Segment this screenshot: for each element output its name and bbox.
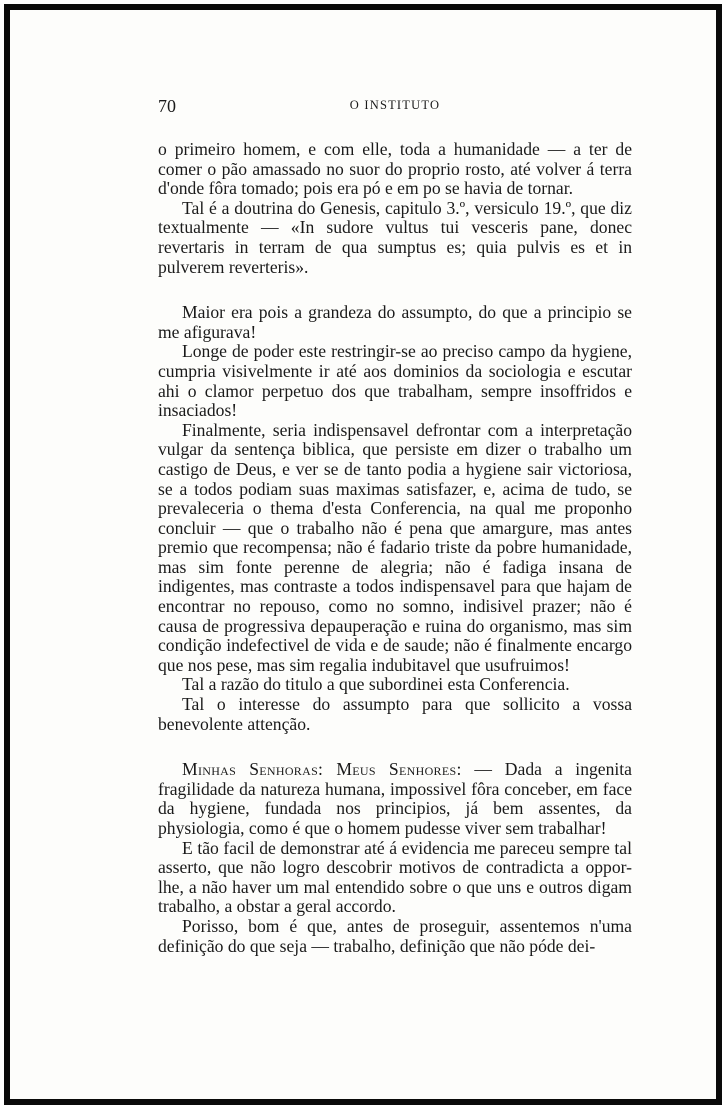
page-number: 70 <box>158 96 176 116</box>
paragraph: Tal a razão do titulo a que subordinei esta Conferencia. <box>182 674 570 695</box>
book-page <box>158 96 632 956</box>
paragraph: Tal é a doutrina do Genesis, capitulo 3.º, versiculo 19.º, que diz textualmente — «In sudore vultus tui vesceris pane, donec revertaris in terram de qua sumptus es; quia pulvis es et in pulverem reverteris». <box>158 197 632 277</box>
paragraph: E tão facil de demonstrar até á evidencia me pareceu sempre tal asserto, que não logro descobrir motivos de contradicta a oppor-lhe, a não haver um mal entendido sobre o que uns e outros digam trabalho, a obstar a geral accordo. <box>158 837 632 917</box>
salutation: Minhas Senhoras: Meus Senhores: <box>182 759 462 780</box>
paragraph <box>158 760 632 838</box>
page-frame <box>4 4 722 1105</box>
page-header <box>158 96 632 122</box>
running-title: O INSTITUTO <box>349 98 441 112</box>
paragraph: Tal o interesse do assumpto para que sollicito a vossa benevolente attenção. <box>158 694 632 734</box>
paragraph: Porisso, bom é que, antes de proseguir, assentemos n'uma definição do que seja — trabalho, definição que não póde dei- <box>158 915 632 956</box>
paragraph: o primeiro homem, e com elle, toda a humanidade — a ter de comer o pão amassado no suor do proprio rosto, até volver á terra d'onde fôra tomado; pois era pó e em po se havia de tornar. <box>158 139 632 199</box>
body-text <box>158 140 632 956</box>
paragraph: Finalmente, seria indispensavel defrontar com a interpretação vulgar da sentença biblica, que persiste em dizer o trabalho um castigo de Deus, e ver se de tanto podia a hygiene sair victoriosa, se a todos podiam suas maximas satisfazer, e, acima de tudo, se prevaleceria o thema d'esta Conferencia, na qual me proponho concluir — que o trabalho não é pena que amargure, mas antes premio que recompensa; não é fadario triste da pobre humanidade, mas sim fonte perenne de alegria; não é fadiga insana de indigentes, mas contraste a todos indispensavel para que hajam de encontrar no repouso, como no somno, indisivel prazer; não é causa de progressiva depauperação e ruina do organismo, mas sim condição indefectivel de vida e de saude; não é finalmente encargo que nos pese, mas sim regalia indubitavel que usufruimos! <box>158 419 632 675</box>
paragraph-text: — Dada a ingenita fragilidade da natureza humana, impossivel fôra conceber, em face da hygiene, fundada nos principios, já bem assentes, da physiologia, como é que o homem pudesse viver sem trabalhar! <box>158 759 632 838</box>
paragraph: Maior era pois a grandeza do assumpto, do que a principio se me afigurava! <box>158 302 632 342</box>
paragraph: Longe de poder este restringir-se ao preciso campo da hygiene, cumpria visivelmente ir até aos dominios da sociologia e escutar ahi o clamor perpetuo dos que trabalham, sempre insoffridos e insaciados! <box>158 341 632 421</box>
